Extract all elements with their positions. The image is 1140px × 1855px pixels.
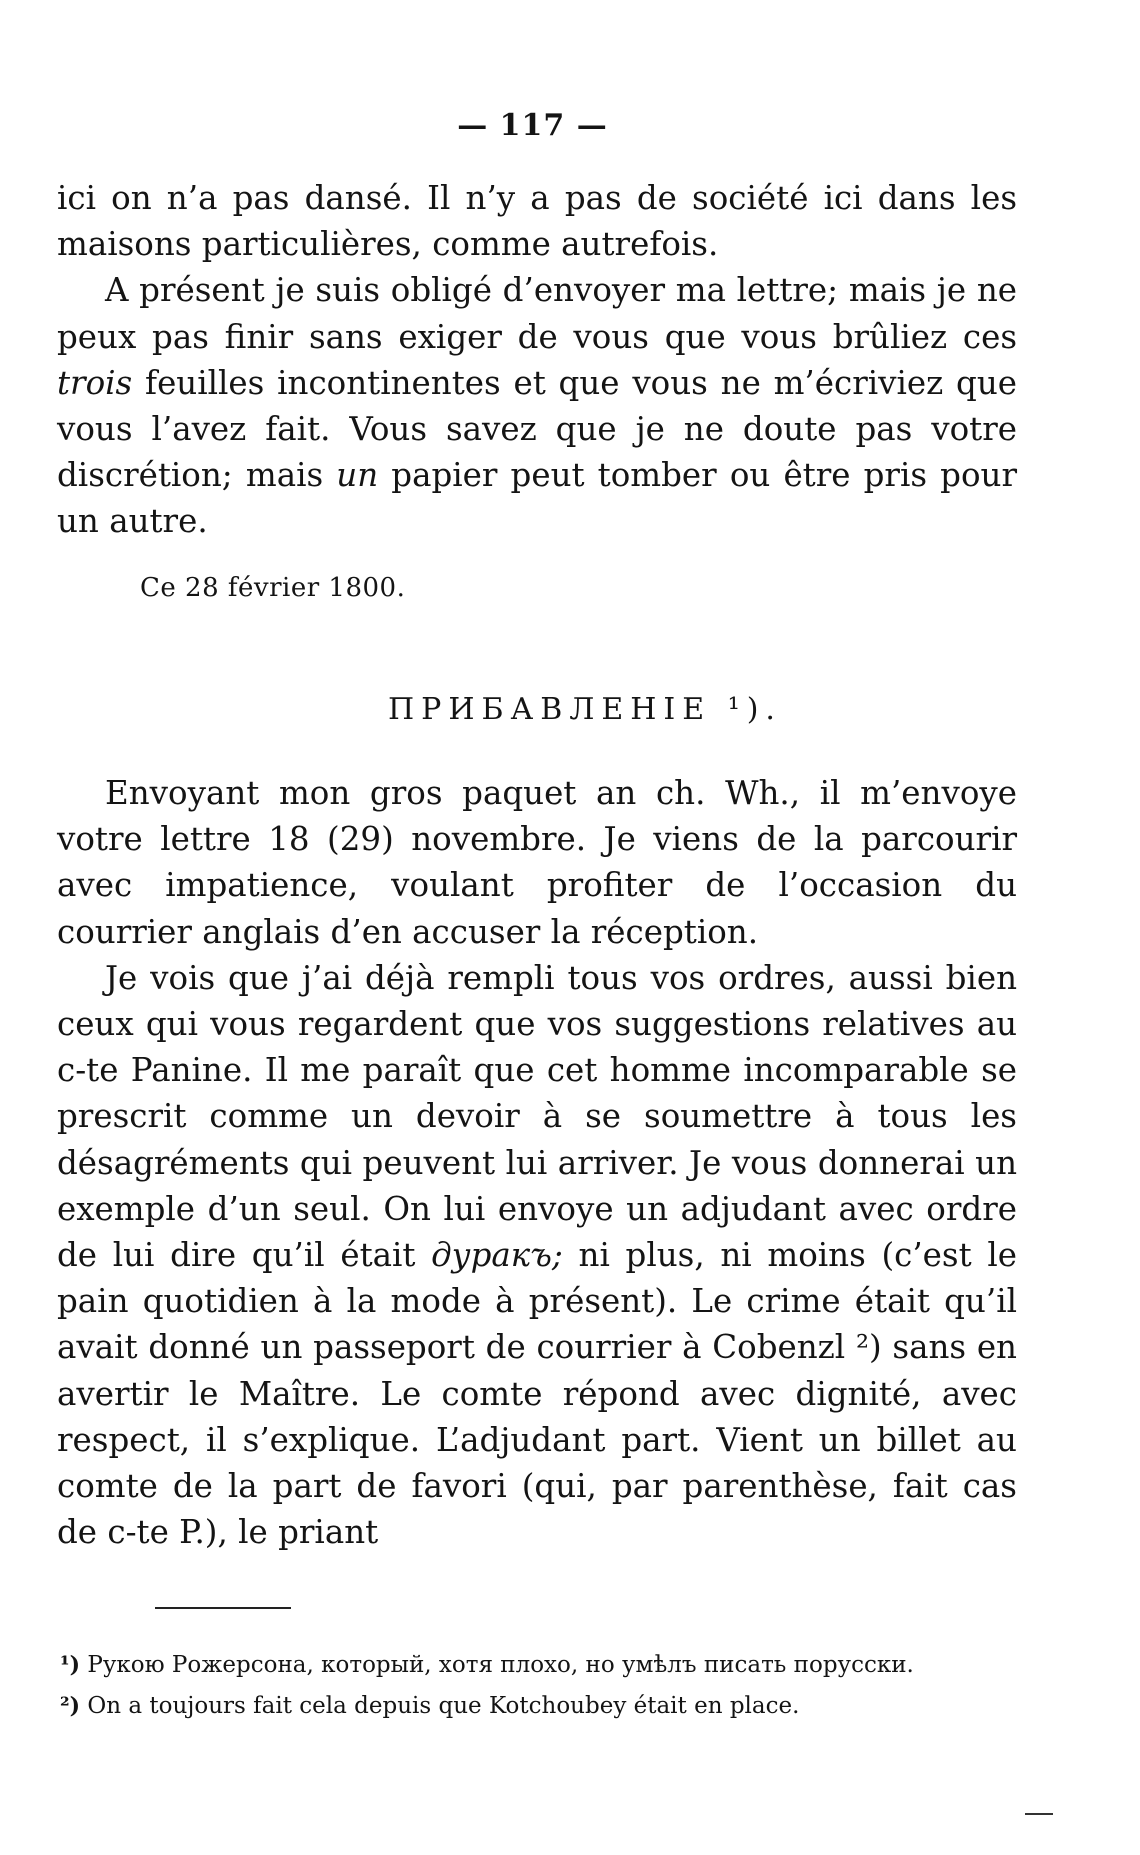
footnote-divider: [155, 1607, 291, 1609]
text-run: ni plus, ni moins (c’est le pain quotidien à la mode à présent). Le crime était qu’il avait donné un passeport de courrier à Cobenzl ²) sans en avertir le Maître. Le comte répond avec dignité, avec respect, il s’explique. L’adjudant part. Vient un billet au comte de la part de favori (qui, par parenthèse, fait cas de c-te P.), le priant: [57, 1236, 1017, 1552]
footnote: [60, 1686, 1020, 1727]
italic-word: un: [336, 456, 379, 495]
paragraph: [57, 267, 1017, 544]
footnote-mark: ²): [60, 1693, 81, 1719]
footnotes: [60, 1645, 1020, 1727]
paragraph: Envoyant mon gros paquet an ch. Wh., il m’envoye votre lettre 18 (29) novembre. Je viens de la parcourir avec impatience, voulant profiter de l’occasion du courrier anglais d’en accuser la réception.: [57, 774, 1017, 951]
italic-word: trois: [57, 363, 133, 402]
section-heading: ПРИБАВЛЕНІЕ ¹).: [388, 692, 782, 727]
text-run: Je vois que j’ai déjà rempli tous vos ordres, aussi bien ceux qui vous regardent que vos suggestions relatives au c-te Panine. Il me paraît que cet homme incomparable se prescrit comme un devoir à se soumettre à tous les désagréments qui peuvent lui arriver. Je vous donnerai un exemple d’un seul. On lui envoye un adjudant avec ordre de lui dire qu’il était: [57, 958, 1017, 1275]
footnote-mark: ¹): [60, 1652, 81, 1678]
text-run: feuilles incontinentes et que vous ne m’écriviez que vous l’avez fait. Vous savez que je ne doute pas votre discrétion; mais: [57, 363, 1017, 495]
footnote-text: Рукою Рожерсона, который, хотя плохо, но умѣлъ писать порусски.: [80, 1652, 914, 1678]
text-run: papier peut tomber ou être pris pour un autre.: [57, 456, 1017, 541]
footnote-text: On a toujours fait cela depuis que Kotchoubey était en place.: [80, 1693, 800, 1719]
corner-mark: [1025, 1813, 1053, 1815]
paragraph: ici on n’a pas dansé. Il n’y a pas de société ici dans les maisons particulières, comme autrefois.: [57, 179, 1017, 264]
italic-word: дуракъ;: [431, 1236, 563, 1275]
top-text-block: [57, 175, 1017, 545]
page-number: — 117 —: [457, 108, 608, 143]
footnote: [60, 1645, 1020, 1686]
date-line: Ce 28 février 1800.: [140, 573, 406, 603]
paragraph: [57, 955, 1017, 1556]
text-run: A présent je suis obligé d’envoyer ma lettre; mais je ne peux pas finir sans exiger de vous que vous brûliez ces: [57, 271, 1017, 356]
main-text-block: [57, 770, 1017, 1555]
